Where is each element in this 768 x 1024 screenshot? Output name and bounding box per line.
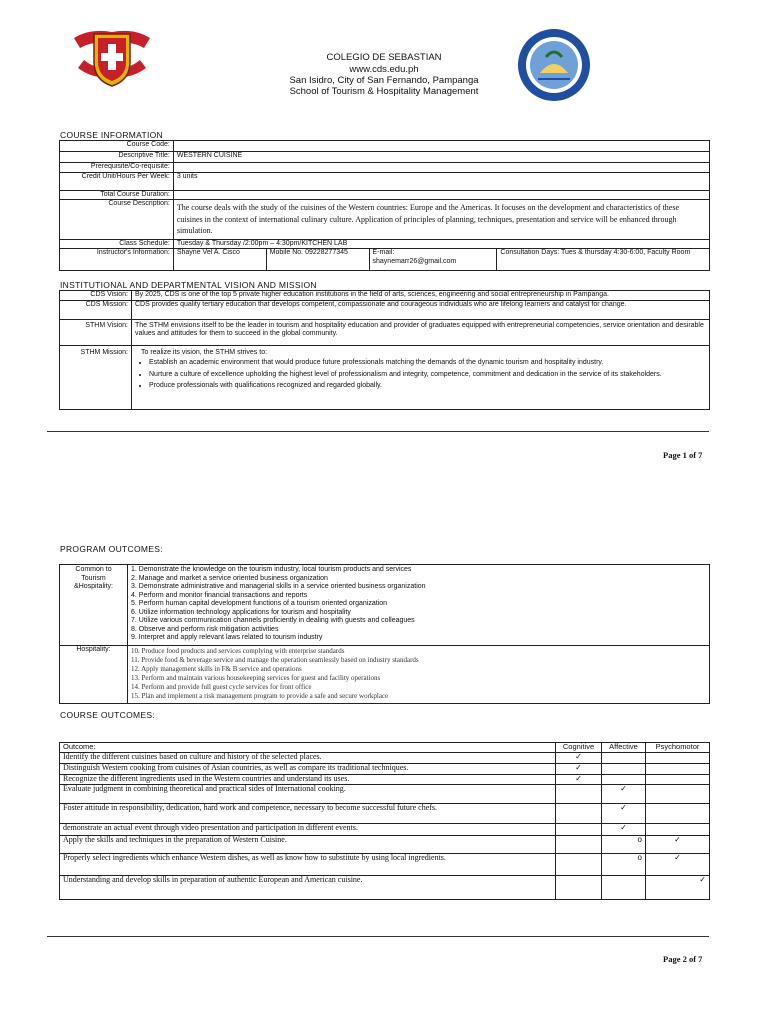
description-value: The course deals with the study of the cuisines of the Western countries: Europe and the Americas. It focuses on the development and characteristics of these cuisines in the context of international culinary culture. Application of principles of planning, techniques, presentation and service will be enhanced through simulation. (173, 200, 709, 240)
cognitive-mark (556, 836, 602, 854)
affective-mark: ✓ (602, 804, 646, 824)
table-row (60, 319, 710, 345)
list-item: 13. Perform and maintain various housekeeping services for guest and facility operations (131, 673, 381, 682)
schedule-value: Tuesday & Thursday /2:00pm – 4:30pm/KITCHEN LAB (173, 239, 709, 249)
table-row (60, 172, 710, 190)
table-row (60, 300, 710, 319)
table-row (60, 200, 710, 240)
table-row (60, 239, 710, 249)
table-row (60, 291, 710, 301)
course-code-value (173, 141, 709, 152)
list-item: 14. Perform and provide full guest cycle services for front office (131, 682, 312, 691)
cognitive-mark (556, 876, 602, 900)
list-item: 2. Manage and market a service oriented business organization (131, 574, 328, 582)
list-item: 5. Perform human capital development functions of a tourism oriented organization (131, 600, 388, 607)
affective-mark (602, 876, 646, 900)
outcome-text: Properly select ingredients which enhance Western dishes, as well as know how to substitute by using local ingredients. (60, 854, 556, 876)
page-divider (47, 936, 709, 937)
consultation-days: Consultation Days: Tues & thursday 4:30-6:00, Faculty Room (497, 249, 710, 271)
outcome-text: Apply the skills and techniques in the preparation of Western Cuisine. (60, 836, 556, 854)
course-outcomes-title: COURSE OUTCOMES: (60, 710, 156, 720)
affective-mark: o (602, 854, 646, 876)
outcome-header: Outcome: (60, 743, 556, 753)
psychomotor-mark (645, 775, 709, 785)
outcome-text: demonstrate an actual event through video presentation and participation in different events. (60, 824, 556, 836)
page-number: Page 2 of 7 (663, 954, 703, 964)
common-outcomes-label: Common to Tourism &Hospitality: (60, 565, 128, 646)
course-info-title: COURSE INFORMATION (60, 130, 163, 140)
prereq-value (173, 163, 709, 173)
psychomotor-mark (645, 785, 709, 804)
email-label: E-mail: (372, 249, 395, 256)
table-row (60, 764, 710, 775)
table-row (60, 836, 710, 854)
psychomotor-mark (645, 764, 709, 775)
list-item: 3. Demonstrate administrative and managerial skills in a service oriented business organization (131, 583, 426, 590)
cognitive-mark: ✓ (556, 764, 602, 775)
title-value: WESTERN CUISINE (173, 152, 709, 163)
instructor-label: Instructor's Information: (60, 249, 174, 271)
common-outcomes-cell (128, 565, 710, 646)
affective-header: Affective (602, 743, 646, 753)
list-item: 4. Perform and monitor financial transactions and reports (131, 591, 308, 599)
table-row (60, 743, 710, 753)
list-item: 6. Utilize information technology applications for tourism and hospitality (131, 608, 351, 616)
cds-vision-text: By 2025, CDS is one of the top 5 private higher education institutions in the field of arts, sciences, engineering and social entrepreneurship in Pampanga. (132, 291, 710, 301)
instructor-email-cell (369, 249, 497, 271)
course-info-table (59, 140, 710, 271)
prereq-label: Prerequisite/Co-requisite: (60, 163, 174, 173)
duration-value (173, 190, 709, 200)
program-outcomes-table (59, 564, 710, 704)
table-row (60, 824, 710, 836)
instructor-email[interactable]: shaynemarr26@gmail.com (372, 257, 457, 265)
list-item: 7. Utilize various communication channels proficiently in dealing with guests and colleagues (131, 617, 415, 624)
psychomotor-header: Psychomotor (645, 743, 709, 753)
cognitive-mark (556, 804, 602, 824)
course-outcomes-table (59, 742, 710, 900)
schedule-label: Class Schedule: (60, 239, 174, 249)
list-item: • Nurture a culture of excellence upholding the highest level of professionalism and integrity, competence, commitment and dedication in the service of its stakeholders. (149, 371, 706, 380)
sthm-vision-text: The STHM envisions itself to be the leader in tourism and hospitality education and provider of graduates equipped with entrepreneurial competencies, service orientation and desirable values and attitudes for them to succeed in the global community. (132, 319, 710, 345)
psychomotor-mark: ✓ (645, 876, 709, 900)
vision-mission-title: INSTITUTIONAL AND DEPARTMENTAL VISION AND MISSION (60, 280, 317, 290)
program-outcomes-title: PROGRAM OUTCOMES: (60, 544, 163, 554)
cds-mission-text: CDS provides quality tertiary education that develops competent, compassionate and courageous individuals who are lifelong learners and catalyst for change. (132, 300, 710, 319)
list-item: • Establish an academic environment that would produce future professionals matching the demands of the dynamic tourism and hospitality industry. (149, 359, 706, 368)
school-website[interactable]: www.cds.edu.ph (349, 64, 419, 75)
list-item: 12. Apply management skills in F& B service and operations (131, 664, 302, 673)
table-row (60, 249, 710, 271)
credit-label: Credit Unit/Hours Per Week: (60, 172, 174, 190)
table-row (60, 345, 710, 409)
cognitive-mark (556, 824, 602, 836)
hospitality-outcomes-label: Hospitality: (60, 645, 128, 703)
school-seal-right (516, 27, 592, 103)
affective-mark: ✓ (602, 824, 646, 836)
instructor-mobile: Mobile No. 09228277345 (266, 249, 369, 271)
outcome-text: Understanding and develop skills in preparation of authentic European and American cuisine. (60, 876, 556, 900)
psychomotor-mark: ✓ (645, 854, 709, 876)
vision-mission-table (59, 290, 710, 410)
table-row (60, 141, 710, 152)
table-row (60, 753, 710, 764)
table-row (60, 785, 710, 804)
psychomotor-mark (645, 824, 709, 836)
affective-mark (602, 764, 646, 775)
outcome-text: Foster attitude in responsibility, dedication, hard work and competence, necessary to become successful future chefs. (60, 804, 556, 824)
table-row (60, 163, 710, 173)
table-row (60, 190, 710, 200)
table-row (60, 645, 710, 703)
affective-mark: ✓ (602, 785, 646, 804)
department-name: School of Tourism & Hospitality Management (289, 86, 479, 97)
sthm-mission-label: STHM Mission: (60, 345, 132, 409)
affective-mark: o (602, 836, 646, 854)
page-number: Page 1 of 7 (663, 450, 703, 460)
cds-mission-label: CDS Mission: (60, 300, 132, 319)
course-code-label: Course Code: (60, 141, 174, 152)
table-row (60, 854, 710, 876)
psychomotor-mark (645, 804, 709, 824)
cognitive-mark (556, 854, 602, 876)
description-label: Course Description: (60, 200, 174, 240)
sthm-mission-list (135, 359, 706, 391)
list-item: 15. Plan and implement a risk management program to provide a safe and secure workplace (131, 691, 389, 700)
instructor-name: Shayne Vel A. Cisco (173, 249, 266, 271)
credit-value: 3 units (173, 172, 709, 190)
psychomotor-mark (645, 753, 709, 764)
page-divider (47, 431, 709, 432)
title-label: Descriptive Title: (60, 152, 174, 163)
sthm-mission-cell (132, 345, 710, 409)
table-row (60, 876, 710, 900)
outcome-text: Identify the different cuisines based on culture and history of the selected places. (60, 753, 556, 764)
outcome-text: Distinguish Western cooking from cuisines of Asian countries, as well as compare its traditional techniques. (60, 764, 556, 775)
school-logo-left (70, 24, 154, 90)
table-row (60, 565, 710, 646)
table-row (60, 152, 710, 163)
list-item: 10. Produce food products and services complying with enterprise standards (131, 646, 345, 655)
cognitive-header: Cognitive (556, 743, 602, 753)
duration-label: Total Course Duration: (60, 190, 174, 200)
list-item: 1. Demonstrate the knowledge on the tourism industry, local tourism products and services (131, 566, 412, 573)
table-row (60, 775, 710, 785)
list-item: 9. Interpret and apply relevant laws related to tourism industry (131, 634, 323, 641)
school-name: COLEGIO DE SEBASTIAN (326, 52, 442, 63)
cognitive-mark: ✓ (556, 753, 602, 764)
list-item: 11. Provide food & beverage service and manage the operation seamlessly based on industry standards (131, 655, 419, 664)
outcome-text: Recognize the different ingredients used in the Western countries and understand its uses. (60, 775, 556, 785)
table-row (60, 804, 710, 824)
school-address: San Isidro, City of San Fernando, Pampanga (289, 75, 479, 86)
list-item: 8. Observe and perform risk mitigation activities (131, 625, 279, 633)
affective-mark (602, 753, 646, 764)
hospitality-outcomes-cell (128, 645, 710, 703)
sthm-vision-label: STHM Vision: (60, 319, 132, 345)
psychomotor-mark: ✓ (645, 836, 709, 854)
list-item: • Produce professionals with qualifications recognized and regarded globally. (149, 382, 706, 391)
outcome-text: Evaluate judgment in combining theoretical and practical sides of International cooking. (60, 785, 556, 804)
affective-mark (602, 775, 646, 785)
cds-vision-label: CDS Vision: (60, 291, 132, 301)
sthm-mission-intro: To realize its vision, the STHM strives to: (141, 348, 268, 356)
cognitive-mark: ✓ (556, 775, 602, 785)
cognitive-mark (556, 785, 602, 804)
